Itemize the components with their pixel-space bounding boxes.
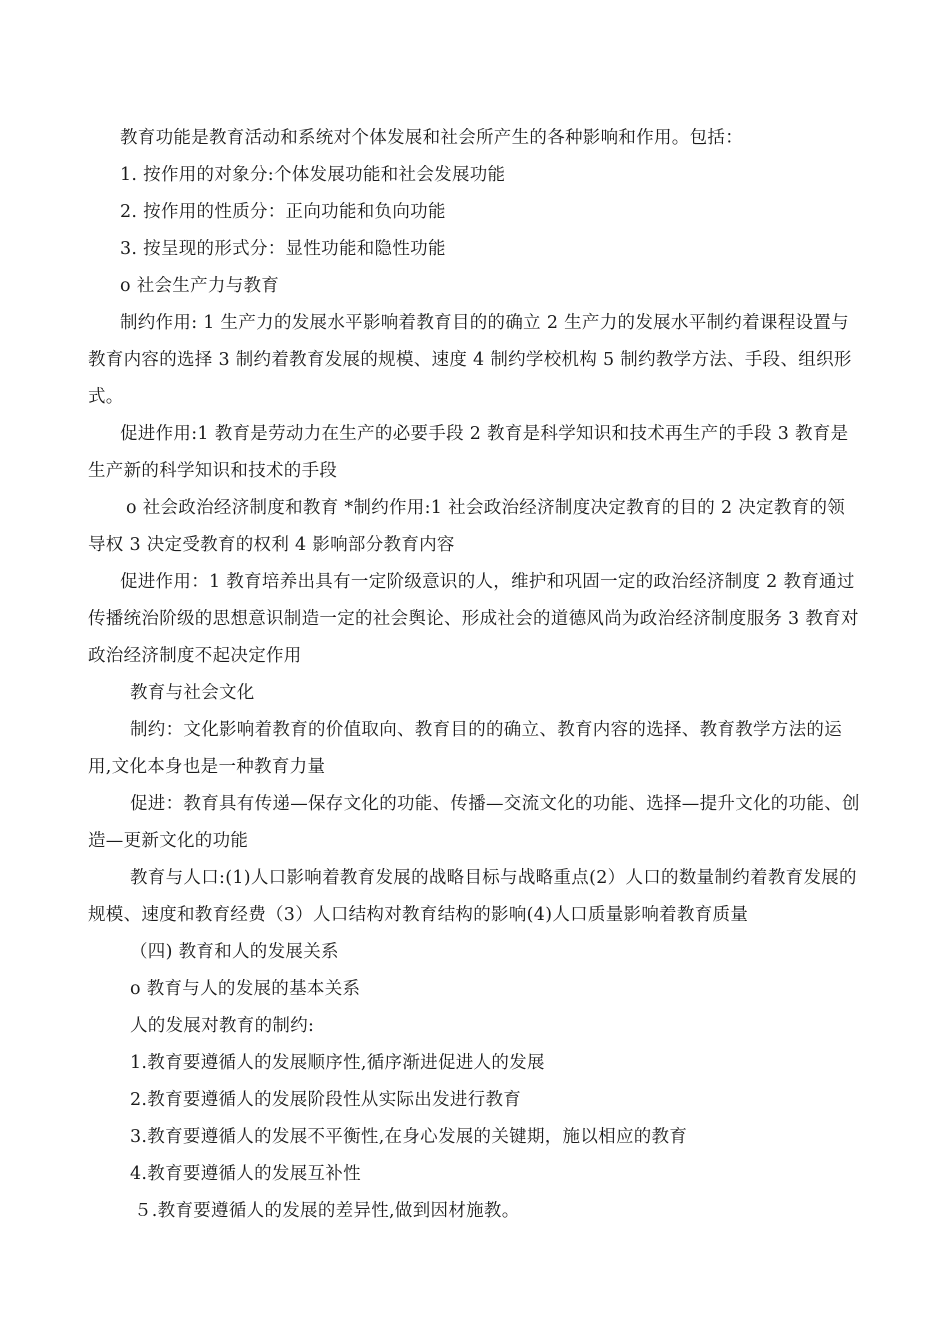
paragraph-education-and-population: 教育与人口:(1)人口影响着教育发展的战略目标与战略重点(2）人口的数量制约着教育发展的规模、速度和教育经费（3）人口结构对教育结构的影响(4)人口质量影响着教育质量 <box>88 868 857 925</box>
list-item-by-nature: 2. 按作用的性质分：正向功能和负向功能 <box>120 202 446 222</box>
list-item-by-form: 3. 按呈现的形式分：显性功能和隐性功能 <box>120 239 446 259</box>
list-item-stage: 2.教育要遵循人的发展阶段性从实际出发进行教育 <box>130 1090 522 1110</box>
paragraph-political-promotion: 促进作用：1 教育培养出具有一定阶级意识的人，维护和巩固一定的政治经济制度 2 教育通过传播统治阶级的思想意识制造一定的社会舆论、形成社会的道德风尚为政治经济制度服务 3 教育对政治经济制度不起决定作用 <box>88 572 859 666</box>
list-item-sequence: 1.教育要遵循人的发展顺序性,循序渐进促进人的发展 <box>130 1053 545 1073</box>
document-body <box>88 120 862 1230</box>
heading-productivity-and-education: o 社会生产力与教育 <box>120 276 280 296</box>
paragraph-productivity-promotion: 促进作用:1 教育是劳动力在生产的必要手段 2 教育是科学知识和技术再生产的手段 3 教育是生产新的科学知识和技术的手段 <box>88 424 849 481</box>
paragraph-development-constraint-intro: 人的发展对教育的制约: <box>130 1016 315 1036</box>
list-item-imbalance: 3.教育要遵循人的发展不平衡性,在身心发展的关键期，施以相应的教育 <box>130 1127 688 1147</box>
list-item-complementarity: 4.教育要遵循人的发展互补性 <box>130 1164 361 1184</box>
paragraph-productivity-constraint: 制约作用: 1 生产力的发展水平影响着教育目的的确立 2 生产力的发展水平制约着课程设置与教育内容的选择 3 制约着教育发展的规模、速度 4 制约学校机构 5 制约教学方法、手段、组织形式。 <box>88 313 852 407</box>
heading-education-and-culture: 教育与社会文化 <box>130 683 255 703</box>
list-item-by-object: 1. 按作用的对象分:个体发展功能和社会发展功能 <box>120 165 506 185</box>
paragraph-culture-promotion: 促进：教育具有传递—保存文化的功能、传播—交流文化的功能、选择—提升文化的功能、创造—更新文化的功能 <box>88 794 860 851</box>
list-item-difference: ５.教育要遵循人的发展的差异性,做到因材施教。 <box>134 1201 520 1221</box>
paragraph-education-function-definition: 教育功能是教育活动和系统对个体发展和社会所产生的各种影响和作用。包括： <box>120 128 743 148</box>
heading-education-and-human-development: （四) 教育和人的发展关系 <box>130 942 339 962</box>
heading-basic-relationship: o 教育与人的发展的基本关系 <box>130 979 361 999</box>
paragraph-political-economic-system: o 社会政治经济制度和教育 *制约作用:1 社会政治经济制度决定教育的目的 2 决定教育的领导权 3 决定受教育的权利 4 影响部分教育内容 <box>88 498 846 555</box>
paragraph-culture-constraint: 制约：文化影响着教育的价值取向、教育目的的确立、教育内容的选择、教育教学方法的运用,文化本身也是一种教育力量 <box>88 720 842 777</box>
